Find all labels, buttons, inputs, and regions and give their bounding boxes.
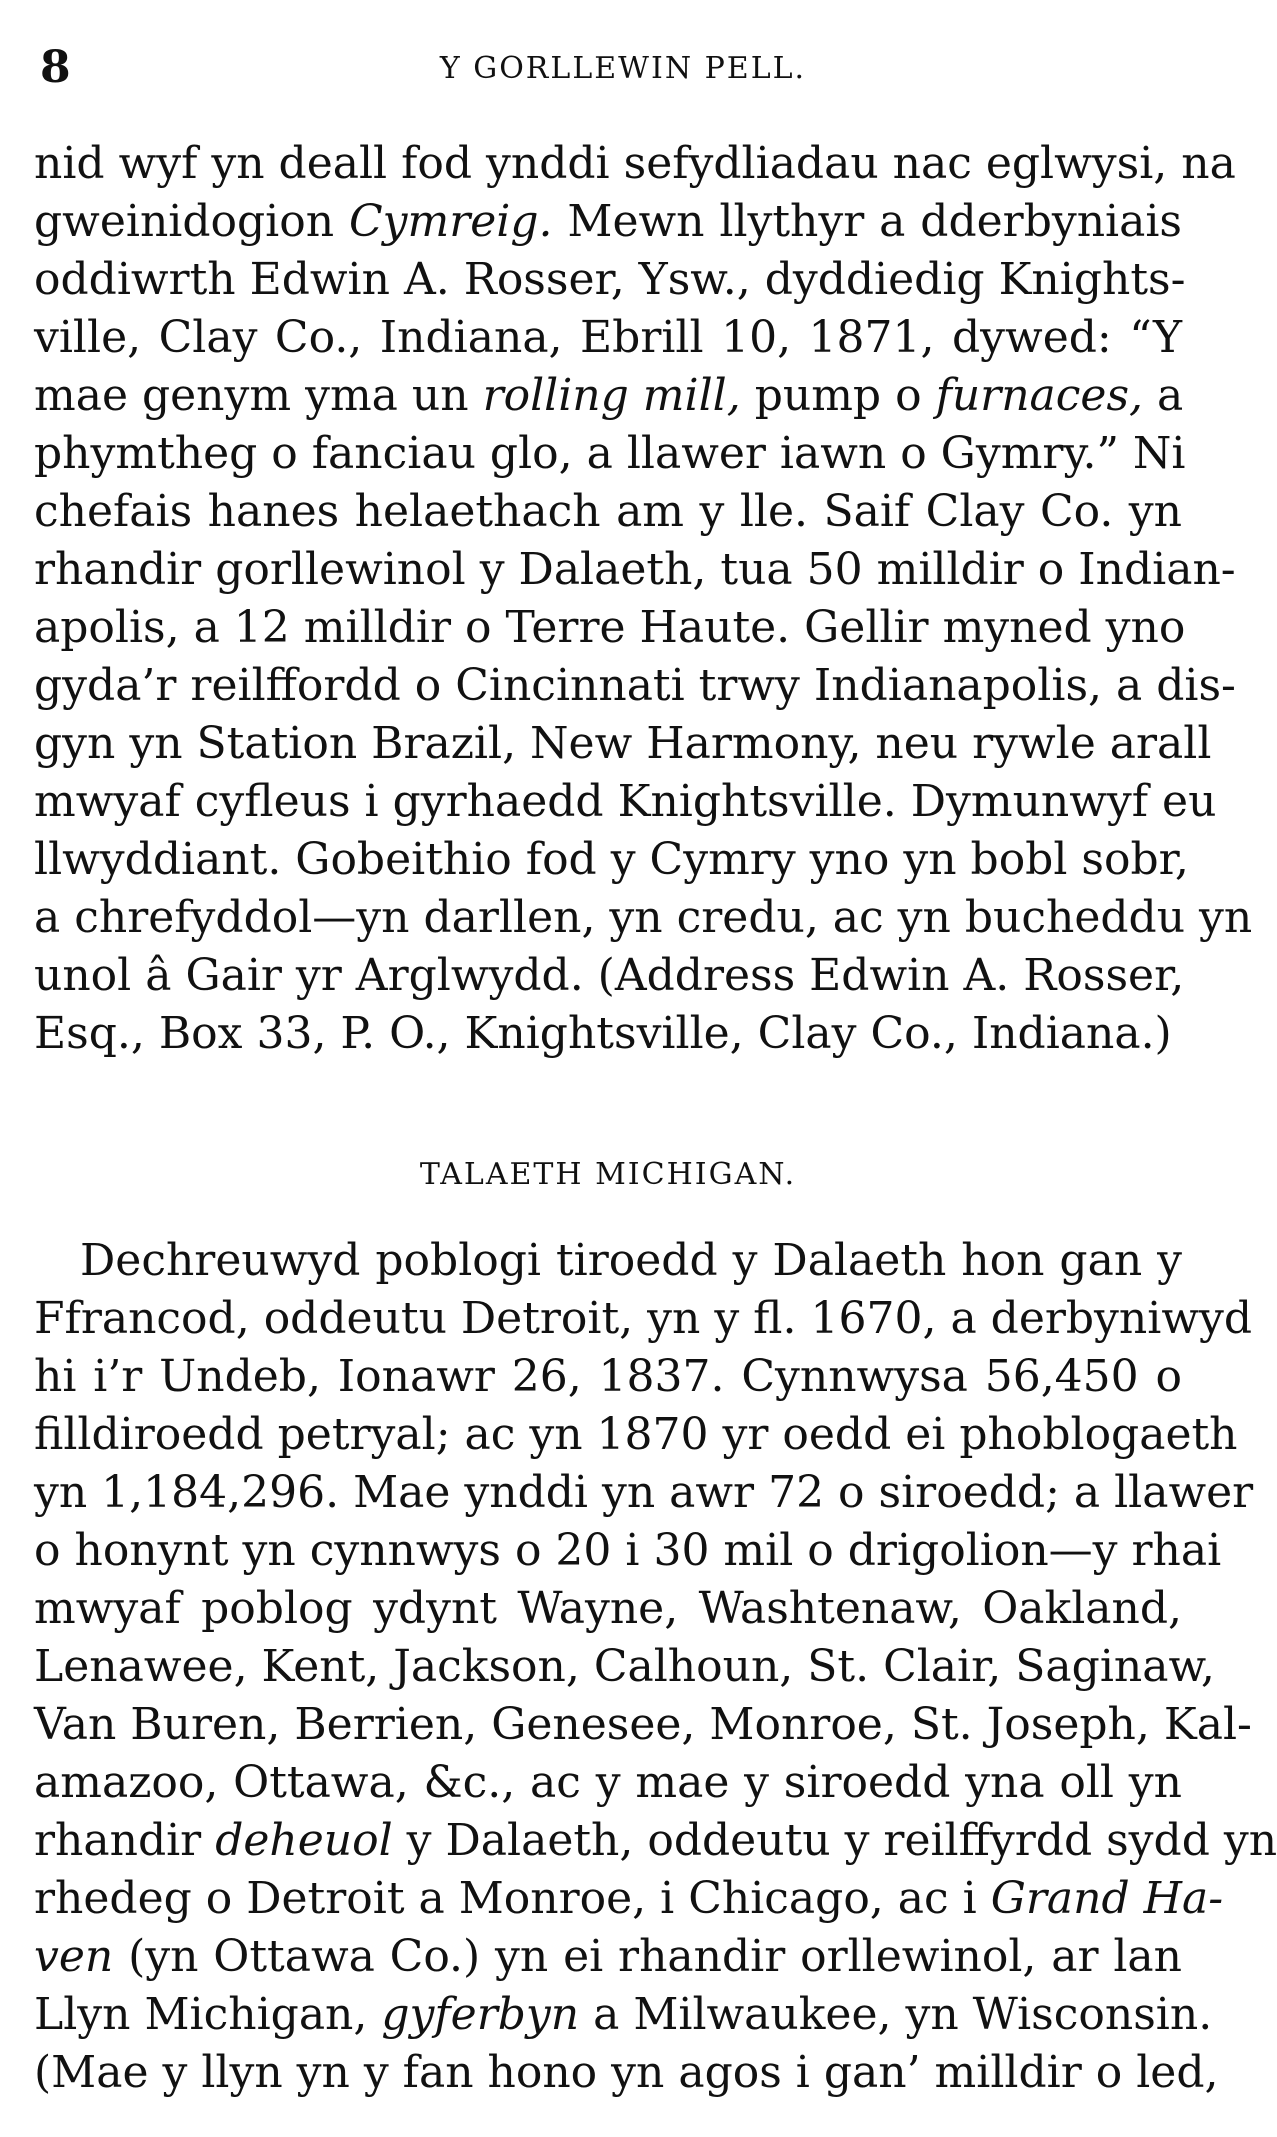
text-run: mwyaf cyfleus i gyrhaedd Knightsville. Dymunwyf eu: [34, 776, 1217, 827]
text-line: [34, 1812, 1277, 1870]
text-line: [34, 367, 1182, 425]
text-line: [34, 1696, 1252, 1754]
text-line: [34, 1870, 1224, 1928]
text-line: [34, 193, 1182, 251]
italic-text: rolling mill,: [482, 370, 741, 421]
italic-text: gyferbyn: [381, 1989, 580, 2040]
text-run: a Milwaukee, yn Wisconsin.: [579, 1989, 1213, 2040]
text-run: oddiwrth Edwin A. Rosser, Ysw., dyddiedig Knights-: [34, 254, 1186, 305]
text-run: Van Buren, Berrien, Genesee, Monroe, St. Joseph, Kal-: [34, 1699, 1252, 1750]
section-heading: TALAETH MICHIGAN.: [419, 1157, 797, 1192]
text-line: [34, 657, 1236, 715]
text-line: [34, 889, 1253, 947]
text-run: nid wyf yn deall fod ynddi sefydliadau nac eglwysi, na: [34, 138, 1236, 189]
text-line: [34, 1928, 1182, 1986]
text-line: [34, 1986, 1213, 2044]
text-run: rhandir gorllewinol y Dalaeth, tua 50 milldir o Indian-: [34, 544, 1236, 595]
text-run: amazoo, Ottawa, &c., ac y mae y siroedd yna oll yn: [34, 1757, 1182, 1808]
text-line: [34, 1005, 1182, 1063]
text-line: [34, 2044, 1219, 2102]
text-run: chefais hanes helaethach am y lle. Saif Clay Co. yn: [34, 486, 1182, 537]
page-header: [40, 38, 1176, 98]
text-run: mwyaf poblog ydynt Wayne, Washtenaw, Oakland,: [34, 1583, 1182, 1634]
text-run: (Mae y llyn yn y fan hono yn agos i gan’ milldir o led,: [34, 2047, 1219, 2098]
text-line: [34, 1406, 1238, 1464]
text-line: [34, 947, 1185, 1005]
text-line: [34, 1464, 1254, 1522]
italic-text: ven: [34, 1931, 114, 1982]
text-run: phymtheg o fanciau glo, a llawer iawn o Gymry.” Ni: [34, 428, 1186, 479]
text-line: [34, 1290, 1253, 1348]
text-line: [34, 251, 1186, 309]
italic-text: furnaces,: [935, 370, 1144, 421]
text-run: Llyn Michigan,: [34, 1989, 382, 2040]
italic-text: deheuol: [215, 1815, 393, 1866]
text-run: apolis, a 12 milldir o Terre Haute. Gellir myned yno: [34, 602, 1186, 653]
text-run: hi i’r Undeb, Ionawr 26, 1837. Cynnwysa 56,450 o: [34, 1351, 1182, 1402]
text-run: llwyddiant. Gobeithio fod y Cymry yno yn bobl sobr,: [34, 834, 1189, 885]
text-run: a chrefyddol—yn darllen, yn credu, ac yn bucheddu yn: [34, 892, 1253, 943]
text-run: filldiroedd petryal; ac yn 1870 yr oedd ei phoblogaeth: [34, 1409, 1238, 1460]
text-line: [34, 773, 1217, 831]
text-line: [80, 1232, 1182, 1290]
text-run: Mewn llythyr a dderbyniais: [552, 196, 1183, 247]
text-run: Ffrancod, oddeutu Detroit, yn y fl. 1670, a derbyniwyd: [34, 1293, 1253, 1344]
text-line: [34, 1348, 1182, 1406]
text-run: mae genym yma un: [34, 370, 483, 421]
text-run: rhedeg o Detroit a Monroe, i Chicago, ac i: [34, 1873, 991, 1924]
text-run: y Dalaeth, oddeutu y reilffyrdd sydd yn: [392, 1815, 1277, 1866]
text-run: a: [1143, 370, 1184, 421]
text-run: Lenawee, Kent, Jackson, Calhoun, St. Clair, Saginaw,: [34, 1641, 1215, 1692]
text-run: gyda’r reilffordd o Cincinnati trwy Indianapolis, a dis-: [34, 660, 1236, 711]
text-run: unol â Gair yr Arglwydd. (Address Edwin A. Rosser,: [34, 950, 1185, 1001]
text-line: [34, 1638, 1215, 1696]
text-line: [34, 483, 1182, 541]
text-line: [34, 425, 1186, 483]
text-run: ville, Clay Co., Indiana, Ebrill 10, 1871, dywed: “Y: [34, 312, 1182, 363]
running-head: Y GORLLEWIN PELL.: [439, 51, 807, 86]
text-run: rhandir: [34, 1815, 216, 1866]
text-run: o honynt yn cynnwys o 20 i 30 mil o drigolion—y rhai: [34, 1525, 1222, 1576]
text-run: (yn Ottawa Co.) yn ei rhandir orllewinol, ar lan: [113, 1931, 1182, 1982]
text-line: [34, 309, 1182, 367]
text-run: Dechreuwyd poblogi tiroedd y Dalaeth hon gan y: [80, 1235, 1182, 1286]
text-line: [34, 1522, 1222, 1580]
text-line: [34, 541, 1236, 599]
text-line: [34, 599, 1186, 657]
text-line: [34, 135, 1236, 193]
text-line: [34, 1754, 1182, 1812]
italic-text: Grand Ha-: [990, 1873, 1224, 1924]
text-run: pump o: [740, 370, 936, 421]
text-run: gweinidogion: [34, 196, 349, 247]
page-number: 8: [40, 42, 71, 93]
text-run: Esq., Box 33, P. O., Knightsville, Clay Co., Indiana.): [34, 1008, 1172, 1059]
text-line: [34, 715, 1212, 773]
text-line: [34, 1580, 1182, 1638]
italic-text: Cymreig.: [348, 196, 553, 247]
text-run: gyn yn Station Brazil, New Harmony, neu rywle arall: [34, 718, 1212, 769]
text-run: yn 1,184,296. Mae ynddi yn awr 72 o siroedd; a llawer: [34, 1467, 1254, 1518]
text-line: [34, 831, 1189, 889]
